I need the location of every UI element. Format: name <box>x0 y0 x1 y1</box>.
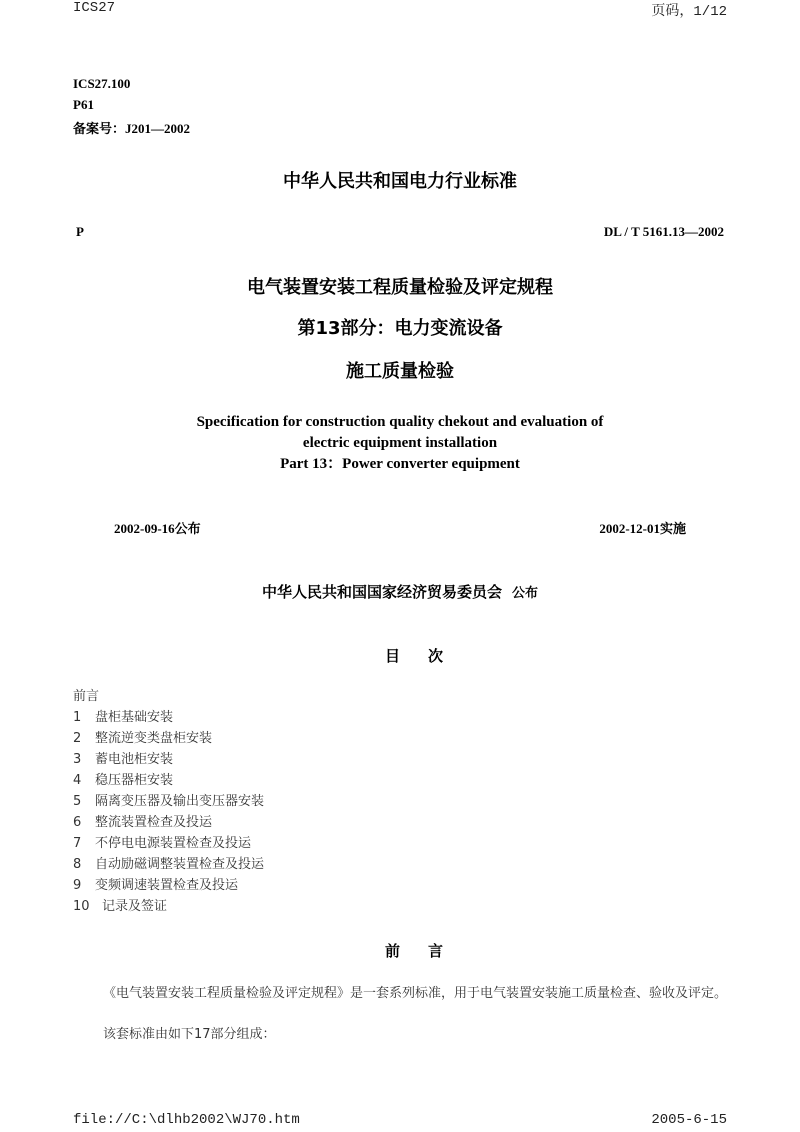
toc-item-label: 盘柜基础安装 <box>95 710 174 725</box>
table-of-contents <box>73 686 264 917</box>
sub-title: 施工质量检验 <box>346 361 454 382</box>
toc-item-number: 1 <box>73 710 82 725</box>
record-number: 备案号：J201—2002 <box>73 121 191 136</box>
standard-class-letter: P <box>76 224 84 239</box>
toc-item-label: 整流逆变类盘柜安装 <box>95 731 213 746</box>
toc-item[interactable] <box>73 812 264 833</box>
toc-item[interactable] <box>73 854 264 875</box>
toc-item[interactable] <box>73 791 264 812</box>
effective-date: 2002-12-01实施 <box>599 521 686 536</box>
foreword-heading: 前言 <box>384 942 471 960</box>
toc-item-label: 变频调速装置检查及投运 <box>95 878 239 893</box>
toc-item-number: 5 <box>73 794 82 809</box>
toc-item[interactable] <box>73 707 264 728</box>
publisher-line <box>0 581 800 602</box>
toc-item-label: 稳压器柜安装 <box>95 773 174 788</box>
toc-item-label: 蓄电池柜安装 <box>95 752 174 767</box>
toc-item-label: 记录及签证 <box>102 899 168 914</box>
english-title-line3: Part 13：Power converter equipment <box>280 456 520 472</box>
toc-item-label: 整流装置检查及投运 <box>95 815 213 830</box>
print-footer-date: 2005-6-15 <box>651 1112 727 1128</box>
toc-item-number: 9 <box>73 878 82 893</box>
toc-item-label: 隔离变压器及输出变压器安装 <box>95 794 265 809</box>
toc-item[interactable] <box>73 686 264 707</box>
toc-item-number: 3 <box>73 752 82 767</box>
industry-title: 中华人民共和国电力行业标准 <box>283 171 517 192</box>
publish-date: 2002-09-16公布 <box>114 521 201 536</box>
toc-item[interactable] <box>73 833 264 854</box>
english-title-line1: Specification for construction quality chekout and evaluation of <box>196 414 604 430</box>
toc-item[interactable] <box>73 875 264 896</box>
class-code: P61 <box>73 97 94 112</box>
toc-item[interactable] <box>73 896 264 917</box>
part-title: 第13部分：电力变流设备 <box>297 318 503 339</box>
foreword-paragraph-2: 该套标准由如下17部分组成： <box>103 1027 276 1042</box>
english-title-line2: electric equipment installation <box>302 435 498 451</box>
toc-item[interactable] <box>73 728 264 749</box>
toc-item-label: 前言 <box>73 689 100 704</box>
toc-item-label: 不停电电源装置检查及投运 <box>95 836 252 851</box>
foreword-paragraph-1: 《电气装置安装工程质量检验及评定规程》是一套系列标准，用于电气装置安装施工质量检查、验收及评定。 <box>103 986 728 1001</box>
toc-item-number: 2 <box>73 731 82 746</box>
print-footer-path: file://C:\dlhb2002\WJ70.htm <box>73 1112 300 1128</box>
toc-item-label: 自动励磁调整装置检查及投运 <box>95 857 265 872</box>
print-header-left: ICS27 <box>73 0 116 16</box>
ics-code: ICS27.100 <box>73 76 131 91</box>
publisher-name: 中华人民共和国国家经济贸易委员会 <box>261 583 502 601</box>
toc-item-number: 4 <box>73 773 82 788</box>
toc-heading: 目次 <box>384 647 471 665</box>
toc-item[interactable] <box>73 770 264 791</box>
publisher-action: 公布 <box>512 586 539 601</box>
toc-item[interactable] <box>73 749 264 770</box>
print-header-page: 页码，1/12 <box>651 4 727 20</box>
toc-item-number: 8 <box>73 857 82 872</box>
toc-item-number: 10 <box>73 899 90 914</box>
document-title: 电气装置安装工程质量检验及评定规程 <box>247 277 553 298</box>
toc-item-number: 7 <box>73 836 82 851</box>
standard-number: DL / T 5161.13—2002 <box>603 224 724 239</box>
toc-item-number: 6 <box>73 815 82 830</box>
